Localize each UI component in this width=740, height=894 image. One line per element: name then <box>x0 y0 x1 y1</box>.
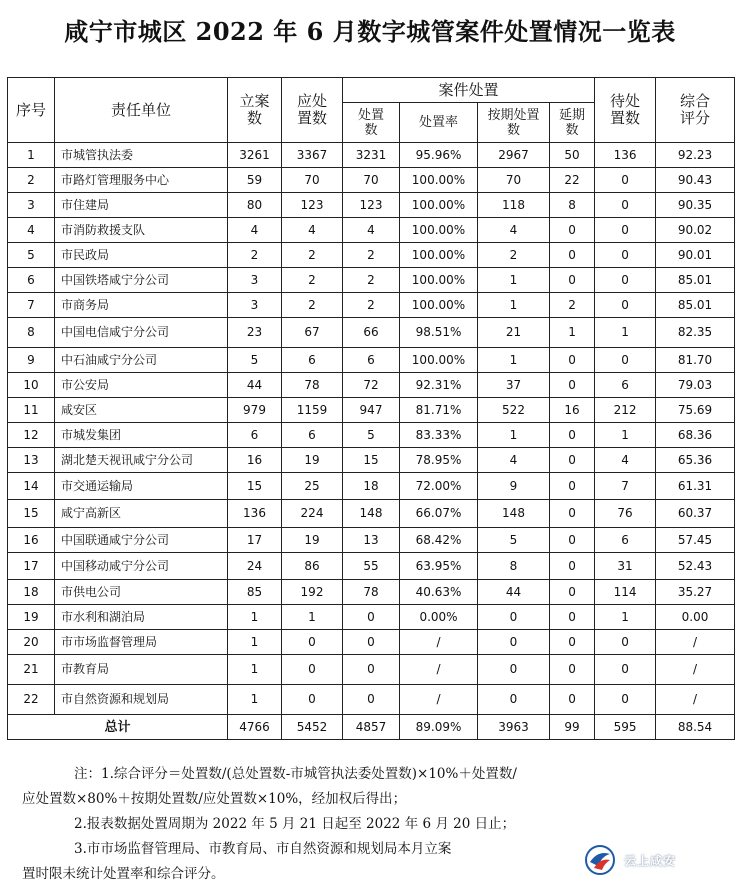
cell-filed: 85 <box>228 580 282 605</box>
cell-rate: 98.51% <box>400 318 478 348</box>
cell-score: 52.43 <box>656 553 735 580</box>
cell-handled: 72 <box>343 373 400 398</box>
cell-ontime: 0 <box>478 685 550 715</box>
total-due: 5452 <box>282 715 343 740</box>
page-title: 咸宁市城区 2022 年 6 月数字城管案件处置情况一览表 <box>64 17 676 46</box>
cell-ontime: 1 <box>478 348 550 373</box>
cell-pending: 0 <box>595 193 656 218</box>
cell-filed: 4 <box>228 218 282 243</box>
cell-ontime: 5 <box>478 528 550 553</box>
cell-score: 90.01 <box>656 243 735 268</box>
cell-handled: 13 <box>343 528 400 553</box>
case-table <box>7 77 735 740</box>
cell-due: 1159 <box>282 398 343 423</box>
cell-unit: 市民政局 <box>55 243 228 268</box>
cell-filed: 24 <box>228 553 282 580</box>
cell-overdue: 0 <box>550 528 595 553</box>
cell-rate: 92.31% <box>400 373 478 398</box>
cell-filed: 3261 <box>228 143 282 168</box>
header-ontime: 按期处置数 <box>478 103 550 143</box>
cell-score: / <box>656 630 735 655</box>
cell-seq: 9 <box>8 348 55 373</box>
header-pending: 待处置数 <box>595 78 656 143</box>
cell-seq: 12 <box>8 423 55 448</box>
cell-score: / <box>656 655 735 685</box>
cell-filed: 136 <box>228 500 282 528</box>
cell-due: 78 <box>282 373 343 398</box>
cell-pending: 0 <box>595 348 656 373</box>
cell-seq: 22 <box>8 685 55 715</box>
cell-ontime: 9 <box>478 473 550 500</box>
cell-overdue: 0 <box>550 473 595 500</box>
table-row <box>8 630 735 655</box>
cell-handled: 148 <box>343 500 400 528</box>
table-row <box>8 473 735 500</box>
cell-pending: 7 <box>595 473 656 500</box>
table-row <box>8 580 735 605</box>
cell-score: 81.70 <box>656 348 735 373</box>
cell-filed: 5 <box>228 348 282 373</box>
cell-unit: 咸安区 <box>55 398 228 423</box>
cell-unit: 中国电信咸宁分公司 <box>55 318 228 348</box>
cell-rate: 100.00% <box>400 218 478 243</box>
cell-ontime: 148 <box>478 500 550 528</box>
cell-due: 25 <box>282 473 343 500</box>
cell-overdue: 0 <box>550 655 595 685</box>
table-row <box>8 398 735 423</box>
cell-score: 90.43 <box>656 168 735 193</box>
total-handled: 4857 <box>343 715 400 740</box>
table-row <box>8 553 735 580</box>
cell-handled: 70 <box>343 168 400 193</box>
cell-rate: 81.71% <box>400 398 478 423</box>
cell-unit: 市消防救援支队 <box>55 218 228 243</box>
cell-pending: 76 <box>595 500 656 528</box>
cell-pending: 0 <box>595 655 656 685</box>
cell-score: 85.01 <box>656 268 735 293</box>
note-3a: 3.市市场监督管理局、市教育局、市自然资源和规划局本月立案 <box>74 841 452 857</box>
table-row <box>8 143 735 168</box>
cell-overdue: 0 <box>550 268 595 293</box>
cell-due: 2 <box>282 268 343 293</box>
cell-rate: 100.00% <box>400 293 478 318</box>
note-1a: 注：1.综合评分＝处置数/(总处置数-市城管执法委处置数)×10%＋处置数/ <box>74 766 517 782</box>
cell-overdue: 0 <box>550 348 595 373</box>
cell-due: 67 <box>282 318 343 348</box>
cell-pending: 1 <box>595 605 656 630</box>
table-row <box>8 193 735 218</box>
cell-ontime: 37 <box>478 373 550 398</box>
cell-score: 68.36 <box>656 423 735 448</box>
cell-ontime: 118 <box>478 193 550 218</box>
table-row <box>8 268 735 293</box>
cell-handled: 947 <box>343 398 400 423</box>
cell-handled: 6 <box>343 348 400 373</box>
cell-filed: 15 <box>228 473 282 500</box>
total-overdue: 99 <box>550 715 595 740</box>
cell-pending: 212 <box>595 398 656 423</box>
cell-score: 92.23 <box>656 143 735 168</box>
cell-rate: / <box>400 655 478 685</box>
cell-seq: 19 <box>8 605 55 630</box>
cell-due: 4 <box>282 218 343 243</box>
cell-handled: 4 <box>343 218 400 243</box>
cell-overdue: 0 <box>550 218 595 243</box>
table-row <box>8 168 735 193</box>
cell-overdue: 0 <box>550 423 595 448</box>
cell-rate: 100.00% <box>400 193 478 218</box>
cell-seq: 8 <box>8 318 55 348</box>
cell-rate: 83.33% <box>400 423 478 448</box>
note-3b: 置时限未统计处置率和综合评分。 <box>22 866 225 882</box>
cell-overdue: 0 <box>550 630 595 655</box>
cell-unit: 市交通运输局 <box>55 473 228 500</box>
cell-rate: 100.00% <box>400 348 478 373</box>
note-2: 2.报表数据处置周期为 2022 年 5 月 21 日起至 2022 年 6 月 20 日止； <box>74 816 516 832</box>
cell-overdue: 16 <box>550 398 595 423</box>
cell-handled: 2 <box>343 293 400 318</box>
cell-unit: 市城发集团 <box>55 423 228 448</box>
cell-overdue: 0 <box>550 448 595 473</box>
cell-unit: 市住建局 <box>55 193 228 218</box>
cell-rate: 72.00% <box>400 473 478 500</box>
cell-filed: 1 <box>228 655 282 685</box>
cell-filed: 80 <box>228 193 282 218</box>
table-row <box>8 423 735 448</box>
table-row <box>8 528 735 553</box>
cell-ontime: 1 <box>478 268 550 293</box>
header-filed: 立案数 <box>228 78 282 143</box>
cell-rate: 66.07% <box>400 500 478 528</box>
yunshang-logo-icon <box>584 844 616 876</box>
table-body <box>8 143 735 715</box>
table-row <box>8 293 735 318</box>
cell-overdue: 22 <box>550 168 595 193</box>
table-row <box>8 500 735 528</box>
cell-pending: 0 <box>595 268 656 293</box>
cell-overdue: 0 <box>550 685 595 715</box>
cell-due: 0 <box>282 685 343 715</box>
cell-unit: 中国移动咸宁分公司 <box>55 553 228 580</box>
cell-rate: 68.42% <box>400 528 478 553</box>
cell-seq: 20 <box>8 630 55 655</box>
cell-unit: 中国铁塔咸宁分公司 <box>55 268 228 293</box>
total-rate: 89.09% <box>400 715 478 740</box>
total-filed: 4766 <box>228 715 282 740</box>
cell-ontime: 44 <box>478 580 550 605</box>
cell-handled: 15 <box>343 448 400 473</box>
cell-filed: 2 <box>228 243 282 268</box>
table-row <box>8 243 735 268</box>
header-score: 综合评分 <box>656 78 735 143</box>
cell-ontime: 0 <box>478 630 550 655</box>
cell-ontime: 4 <box>478 218 550 243</box>
cell-score: 35.27 <box>656 580 735 605</box>
total-score: 88.54 <box>656 715 735 740</box>
cell-pending: 0 <box>595 293 656 318</box>
header-overdue: 延期数 <box>550 103 595 143</box>
cell-due: 123 <box>282 193 343 218</box>
cell-filed: 59 <box>228 168 282 193</box>
table-row <box>8 448 735 473</box>
header-unit: 责任单位 <box>55 78 228 143</box>
cell-filed: 3 <box>228 293 282 318</box>
cell-ontime: 2967 <box>478 143 550 168</box>
cell-handled: 5 <box>343 423 400 448</box>
cell-score: 65.36 <box>656 448 735 473</box>
note-1b: 应处置数×80%＋按期处置数/应处置数×10%，经加权后得出； <box>22 791 407 807</box>
cell-seq: 15 <box>8 500 55 528</box>
cell-pending: 6 <box>595 528 656 553</box>
cell-handled: 66 <box>343 318 400 348</box>
cell-overdue: 0 <box>550 553 595 580</box>
header-due: 应处置数 <box>282 78 343 143</box>
cell-seq: 7 <box>8 293 55 318</box>
cell-seq: 2 <box>8 168 55 193</box>
cell-overdue: 1 <box>550 318 595 348</box>
cell-seq: 13 <box>8 448 55 473</box>
watermark <box>584 842 724 878</box>
header-seq: 序号 <box>8 78 55 143</box>
table-row <box>8 685 735 715</box>
cell-due: 224 <box>282 500 343 528</box>
cell-handled: 18 <box>343 473 400 500</box>
cell-handled: 123 <box>343 193 400 218</box>
cell-due: 2 <box>282 293 343 318</box>
cell-due: 0 <box>282 630 343 655</box>
cell-seq: 21 <box>8 655 55 685</box>
cell-score: 79.03 <box>656 373 735 398</box>
cell-pending: 136 <box>595 143 656 168</box>
cell-handled: 78 <box>343 580 400 605</box>
cell-overdue: 8 <box>550 193 595 218</box>
cell-unit: 市市场监督管理局 <box>55 630 228 655</box>
cell-ontime: 1 <box>478 423 550 448</box>
cell-handled: 0 <box>343 605 400 630</box>
cell-ontime: 0 <box>478 605 550 630</box>
header-rate: 处置率 <box>400 103 478 143</box>
cell-rate: 95.96% <box>400 143 478 168</box>
cell-pending: 0 <box>595 218 656 243</box>
cell-score: 82.35 <box>656 318 735 348</box>
cell-score: 90.35 <box>656 193 735 218</box>
cell-ontime: 21 <box>478 318 550 348</box>
cell-seq: 6 <box>8 268 55 293</box>
cell-pending: 0 <box>595 630 656 655</box>
cell-unit: 咸宁高新区 <box>55 500 228 528</box>
cell-unit: 市路灯管理服务中心 <box>55 168 228 193</box>
table-row <box>8 655 735 685</box>
cell-unit: 市水利和湖泊局 <box>55 605 228 630</box>
cell-seq: 11 <box>8 398 55 423</box>
cell-unit: 市自然资源和规划局 <box>55 685 228 715</box>
cell-filed: 1 <box>228 605 282 630</box>
cell-unit: 市城管执法委 <box>55 143 228 168</box>
cell-rate: 100.00% <box>400 268 478 293</box>
cell-handled: 0 <box>343 655 400 685</box>
cell-handled: 2 <box>343 268 400 293</box>
cell-score: 85.01 <box>656 293 735 318</box>
total-ontime: 3963 <box>478 715 550 740</box>
cell-overdue: 0 <box>550 605 595 630</box>
cell-seq: 10 <box>8 373 55 398</box>
cell-pending: 4 <box>595 448 656 473</box>
cell-handled: 3231 <box>343 143 400 168</box>
cell-seq: 3 <box>8 193 55 218</box>
cell-seq: 1 <box>8 143 55 168</box>
cell-unit: 中石油咸宁分公司 <box>55 348 228 373</box>
cell-due: 19 <box>282 528 343 553</box>
cell-seq: 16 <box>8 528 55 553</box>
cell-filed: 1 <box>228 685 282 715</box>
cell-ontime: 0 <box>478 655 550 685</box>
cell-score: 61.31 <box>656 473 735 500</box>
watermark-text: 云上咸安 <box>624 853 677 868</box>
cell-unit: 市供电公司 <box>55 580 228 605</box>
cell-rate: 63.95% <box>400 553 478 580</box>
cell-seq: 14 <box>8 473 55 500</box>
cell-pending: 6 <box>595 373 656 398</box>
cell-score: 0.00 <box>656 605 735 630</box>
cell-due: 192 <box>282 580 343 605</box>
cell-due: 6 <box>282 423 343 448</box>
cell-due: 19 <box>282 448 343 473</box>
cell-unit: 市教育局 <box>55 655 228 685</box>
cell-overdue: 0 <box>550 243 595 268</box>
cell-pending: 1 <box>595 318 656 348</box>
cell-unit: 市公安局 <box>55 373 228 398</box>
table-row <box>8 605 735 630</box>
header-group: 案件处置 <box>343 78 595 103</box>
cell-rate: 100.00% <box>400 168 478 193</box>
cell-unit: 中国联通咸宁分公司 <box>55 528 228 553</box>
total-row <box>8 715 735 740</box>
cell-rate: / <box>400 630 478 655</box>
cell-score: 75.69 <box>656 398 735 423</box>
cell-filed: 979 <box>228 398 282 423</box>
cell-seq: 17 <box>8 553 55 580</box>
cell-score: / <box>656 685 735 715</box>
cell-rate: 40.63% <box>400 580 478 605</box>
cell-seq: 4 <box>8 218 55 243</box>
cell-pending: 114 <box>595 580 656 605</box>
table-row <box>8 348 735 373</box>
total-pending: 595 <box>595 715 656 740</box>
cell-rate: 100.00% <box>400 243 478 268</box>
cell-filed: 3 <box>228 268 282 293</box>
cell-filed: 44 <box>228 373 282 398</box>
cell-filed: 16 <box>228 448 282 473</box>
cell-score: 57.45 <box>656 528 735 553</box>
cell-ontime: 4 <box>478 448 550 473</box>
cell-pending: 0 <box>595 685 656 715</box>
cell-due: 86 <box>282 553 343 580</box>
cell-filed: 1 <box>228 630 282 655</box>
cell-seq: 18 <box>8 580 55 605</box>
cell-rate: 78.95% <box>400 448 478 473</box>
cell-unit: 湖北楚天视讯咸宁分公司 <box>55 448 228 473</box>
cell-unit: 市商务局 <box>55 293 228 318</box>
cell-score: 60.37 <box>656 500 735 528</box>
table-row <box>8 318 735 348</box>
cell-pending: 0 <box>595 243 656 268</box>
cell-overdue: 2 <box>550 293 595 318</box>
cell-ontime: 522 <box>478 398 550 423</box>
cell-pending: 31 <box>595 553 656 580</box>
cell-due: 70 <box>282 168 343 193</box>
header-handled: 处置数 <box>343 103 400 143</box>
cell-overdue: 0 <box>550 500 595 528</box>
cell-due: 6 <box>282 348 343 373</box>
total-label: 总计 <box>8 715 228 740</box>
cell-handled: 2 <box>343 243 400 268</box>
cell-due: 1 <box>282 605 343 630</box>
cell-seq: 5 <box>8 243 55 268</box>
cell-rate: / <box>400 685 478 715</box>
cell-overdue: 0 <box>550 373 595 398</box>
cell-due: 2 <box>282 243 343 268</box>
cell-ontime: 2 <box>478 243 550 268</box>
cell-handled: 0 <box>343 685 400 715</box>
cell-overdue: 50 <box>550 143 595 168</box>
cell-pending: 1 <box>595 423 656 448</box>
table-row <box>8 218 735 243</box>
cell-ontime: 8 <box>478 553 550 580</box>
cell-ontime: 1 <box>478 293 550 318</box>
table-row <box>8 373 735 398</box>
cell-filed: 17 <box>228 528 282 553</box>
cell-handled: 55 <box>343 553 400 580</box>
cell-score: 90.02 <box>656 218 735 243</box>
cell-filed: 6 <box>228 423 282 448</box>
cell-overdue: 0 <box>550 580 595 605</box>
cell-due: 3367 <box>282 143 343 168</box>
cell-filed: 23 <box>228 318 282 348</box>
cell-ontime: 70 <box>478 168 550 193</box>
cell-handled: 0 <box>343 630 400 655</box>
cell-due: 0 <box>282 655 343 685</box>
cell-pending: 0 <box>595 168 656 193</box>
cell-rate: 0.00% <box>400 605 478 630</box>
